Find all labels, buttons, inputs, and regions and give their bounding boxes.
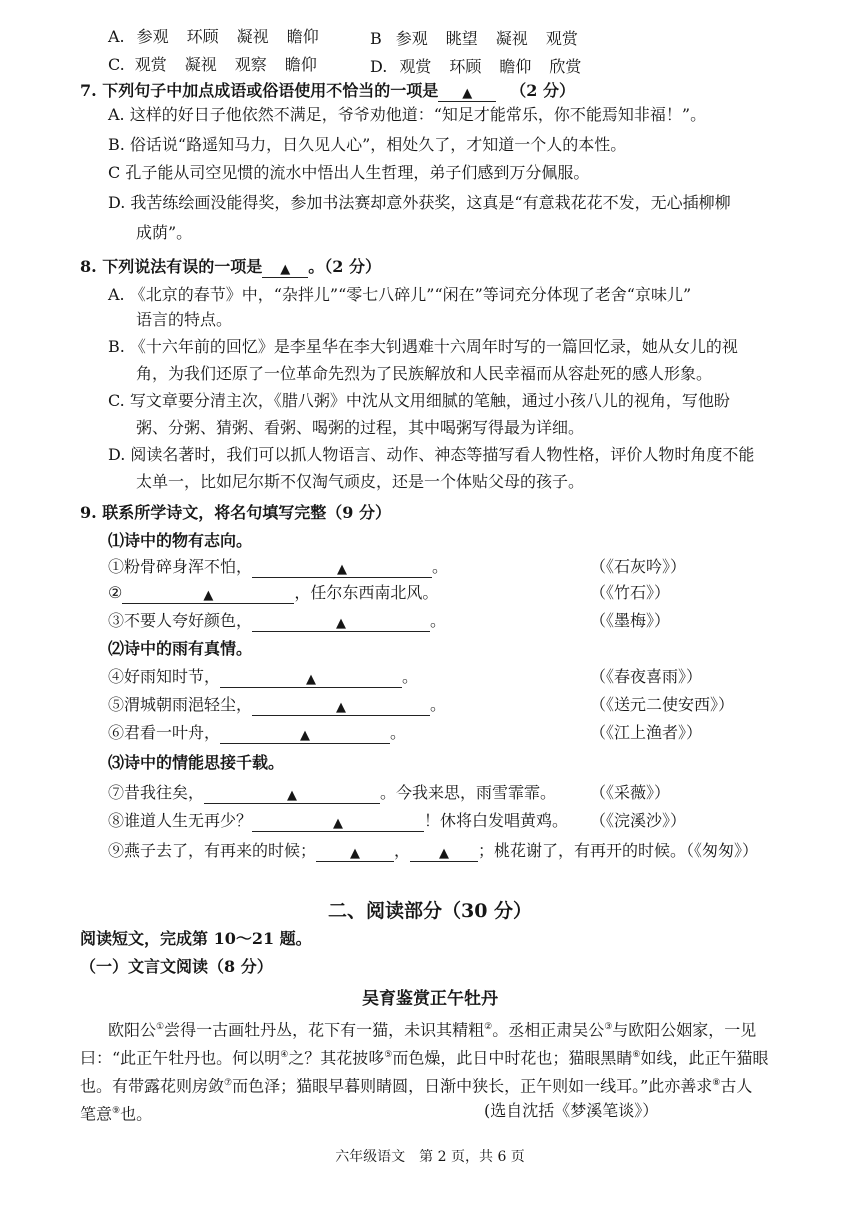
q9-source-8: （《浣溪沙》） — [590, 811, 687, 830]
page-footer: 六年级语文 第 2 页，共 6 页 — [335, 1149, 525, 1165]
q9-source-1: （《石灰吟》） — [590, 557, 687, 576]
q9-group-1: ⑴诗中的物有志向。 — [108, 531, 253, 550]
q8-option-d: D. 阅读名著时，我们可以抓人物语言、动作、神态等描写看人物性格，评价人物时角度不能 — [108, 445, 755, 464]
q6-option-c: C. 观赏 凝视 观察 瞻仰 — [108, 55, 317, 74]
q8-option-a-cont: 语言的特点。 — [136, 310, 233, 329]
q9-source-3: （《墨梅》） — [590, 611, 671, 630]
answer-blank[interactable]: ▲ — [252, 811, 424, 832]
article-line-4: 笔意⑨也。 — [80, 1104, 153, 1124]
answer-blank[interactable]: ▲ — [122, 583, 294, 604]
q9-stem: 9. 联系所学诗文，将名句填写完整（9 分） — [80, 503, 391, 522]
answer-blank[interactable]: ▲ — [262, 257, 308, 278]
article-line-3: 也。有带露花则房敛⑦而色泽；猫眼早暮则睛圆，日渐中狭长，正午则如一线耳。”此亦善求⑧古人 — [80, 1076, 753, 1096]
q9-item-1: ①粉骨碎身浑不怕， ▲ 。 — [108, 557, 449, 577]
reading-intro: 阅读短文，完成第 10～21 题。 — [80, 929, 312, 948]
q9-item-3: ③不要人夸好颜色， ▲ 。 — [108, 611, 447, 631]
answer-blank[interactable]: ▲ — [410, 841, 478, 862]
article-line-2: 曰：“此正午牡丹也。何以明④之？其花披哆⑤而色燥，此日中时花也；猫眼黑睛⑥如线，此正午猫眼 — [80, 1048, 769, 1068]
q9-item-8: ⑧谁道人生无再少？ ▲ ！休将白发唱黄鸡。 — [108, 811, 569, 831]
q9-source-7: （《采薇》） — [590, 783, 671, 802]
q9-source-5: （《送元二使安西》） — [590, 695, 735, 714]
answer-blank[interactable]: ▲ — [252, 557, 432, 578]
q8-option-a: A. 《北京的春节》中，“杂拌儿”“零七八碎儿”“闲在”等词充分体现了老舍“京味儿” — [108, 285, 692, 304]
q9-item-9: ⑨燕子去了，有再来的时候； ▲ ， ▲ ；桃花谢了，有再开的时候。（《匆匆》） — [108, 841, 759, 861]
q7-option-c: C 孔子能从司空见惯的流水中悟出人生哲理，弟子们感到万分佩服。 — [108, 163, 590, 182]
answer-blank[interactable]: ▲ — [316, 841, 394, 862]
q7-stem: 7. 下列句子中加点成语或俗语使用不恰当的一项是 ▲ （2 分） — [80, 81, 575, 101]
q9-source-4: （《春夜喜雨》） — [590, 667, 703, 686]
q6-option-a: A. 参观 环顾 凝视 瞻仰 — [108, 27, 319, 46]
q9-item-5: ⑤渭城朝雨浥轻尘， ▲ 。 — [108, 695, 447, 715]
q8-option-b: B. 《十六年前的回忆》是李星华在李大钊遇难十六周年时写的一篇回忆录，她从女儿的视 — [108, 337, 738, 356]
answer-blank[interactable]: ▲ — [220, 667, 402, 688]
answer-blank[interactable]: ▲ — [252, 611, 430, 632]
q9-group-3: ⑶诗中的情能思接千载。 — [108, 753, 285, 772]
q6-option-d: D. 观赏 环顾 瞻仰 欣赏 — [370, 57, 582, 76]
q8-stem: 8. 下列说法有误的一项是 ▲ 。（2 分） — [80, 257, 381, 277]
q9-item-7: ⑦昔我往矣， ▲ 。今我来思，雨雪霏霏。 — [108, 783, 557, 803]
q9-source-2: （《竹石》） — [590, 583, 671, 602]
section-title: 二、阅读部分（30 分） — [327, 900, 533, 922]
q9-item-4: ④好雨知时节， ▲ 。 — [108, 667, 419, 687]
answer-blank[interactable]: ▲ — [220, 723, 390, 744]
q6-option-b: B 参观 眺望 凝视 观赏 — [370, 29, 578, 48]
subsection-title: （一）文言文阅读（8 分） — [80, 957, 273, 976]
q9-group-2: ⑵诗中的雨有真情。 — [108, 639, 253, 658]
article-source: (选自沈括《梦溪笔谈》） — [484, 1101, 659, 1120]
q7-option-b: B. 俗话说“路遥知马力，日久见人心”，相处久了，才知道一个人的本性。 — [108, 135, 627, 154]
q7-option-d: D. 我苦练绘画没能得奖，参加书法赛却意外获奖，这真是“有意栽花花不发，无心插柳柳 — [108, 193, 731, 212]
article-title: 吴育鉴赏正午牡丹 — [362, 989, 498, 1009]
answer-blank[interactable]: ▲ — [438, 81, 496, 102]
answer-blank[interactable]: ▲ — [204, 783, 380, 804]
q9-source-6: （《江上渔者》） — [590, 723, 703, 742]
q8-option-d-cont: 太单一，比如尼尔斯不仅淘气顽皮，还是一个体贴父母的孩子。 — [136, 472, 585, 491]
q9-item-2: ② ▲ ，任尔东西南北风。 — [108, 583, 439, 603]
q7-option-a: A. 这样的好日子他依然不满足，爷爷劝他道：“知足才能常乐，你不能焉知非福！”。 — [108, 105, 707, 124]
q7-option-d-cont: 成荫”。 — [136, 223, 193, 242]
q8-option-c: C. 写文章要分清主次，《腊八粥》中沈从文用细腻的笔触，通过小孩八儿的视角，写他盼 — [108, 391, 730, 410]
article-line-1: 欧阳公①尝得一古画牡丹丛，花下有一猫，未识其精粗②。丞相正肃吴公③与欧阳公姻家，一见 — [108, 1020, 757, 1040]
q8-option-b-cont: 角，为我们还原了一位革命先烈为了民族解放和人民幸福而从容赴死的感人形象。 — [136, 364, 713, 383]
answer-blank[interactable]: ▲ — [252, 695, 430, 716]
q8-option-c-cont: 粥、分粥、猜粥、看粥、喝粥的过程，其中喝粥写得最为详细。 — [136, 418, 585, 437]
q9-item-6: ⑥君看一叶舟， ▲ 。 — [108, 723, 407, 743]
